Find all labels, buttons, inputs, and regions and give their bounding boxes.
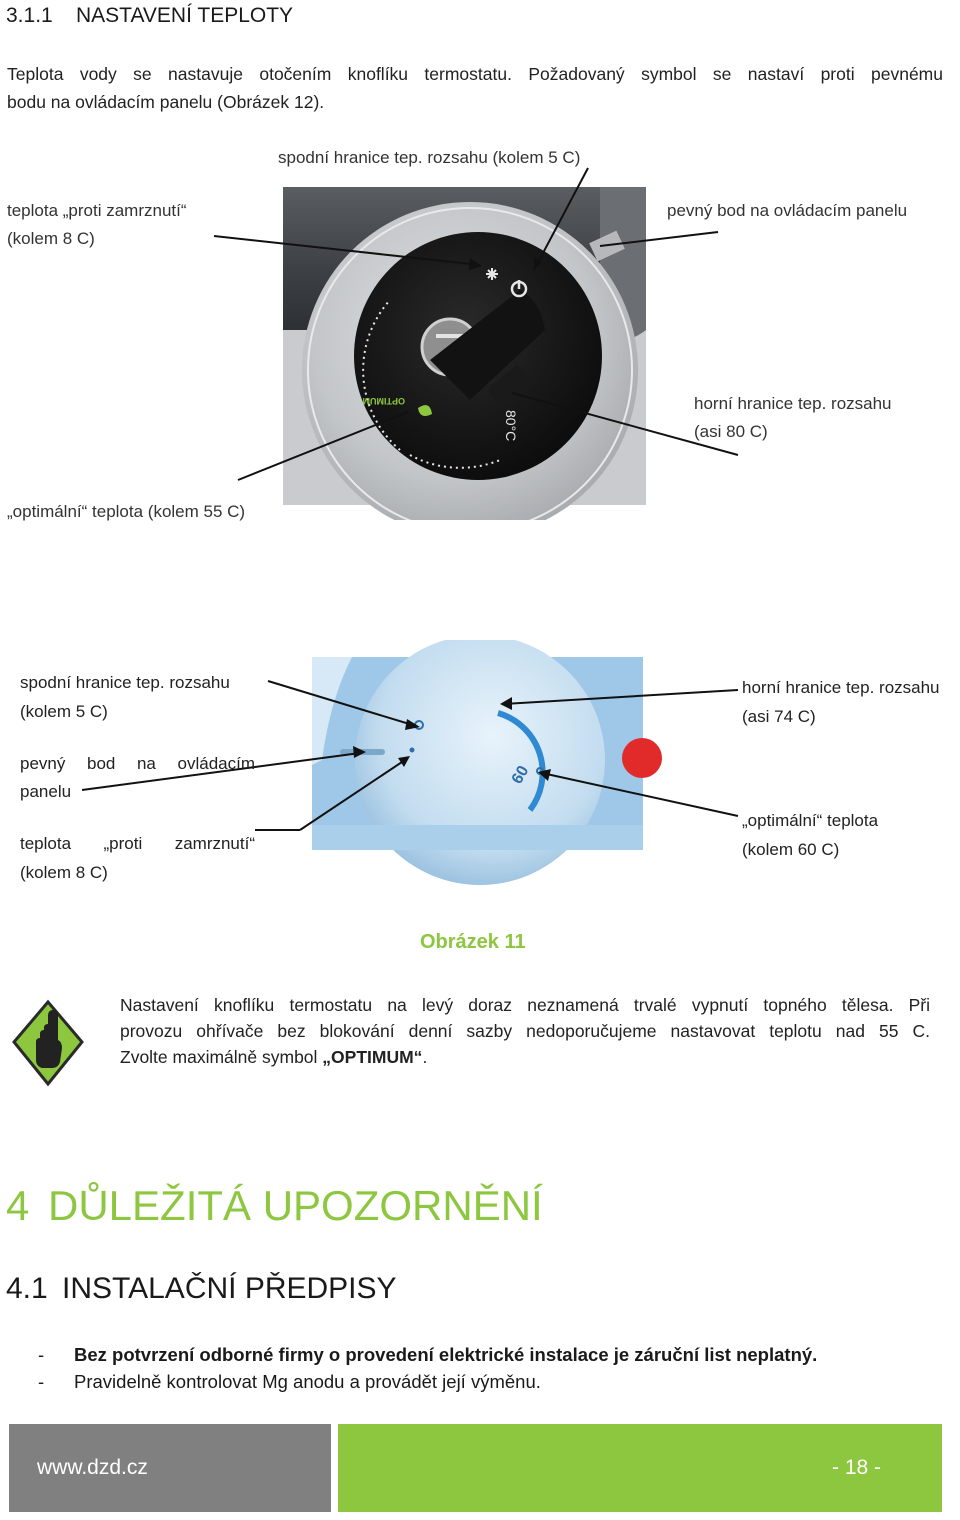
bottom-label-frost-2: (kolem 8 C): [20, 863, 108, 882]
list-item-text: Pravidelně kontrolovat Mg anodu a provádět její výměnu.: [74, 1371, 541, 1392]
bottom-label-frost-1: teplota „proti zamrznutí“: [20, 834, 255, 853]
list-dash: -: [38, 1344, 45, 1365]
intro-line-2: bodu na ovládacím panelu (Obrázek 12).: [7, 92, 325, 112]
top-label-upper-2: (asi 80 C): [694, 422, 768, 441]
bottom-label-upper-1: horní hranice tep. rozsahu: [742, 678, 940, 697]
subsection-heading: [6, 1272, 397, 1306]
figure-caption: Obrázek 11: [420, 931, 526, 953]
top-label-frost-1: teplota „proti zamrznutí“: [7, 201, 187, 220]
list-dash: -: [38, 1371, 45, 1392]
chapter-title: DŮLEŽITÁ UPOZORNĚNÍ: [48, 1182, 543, 1229]
top-figure: [0, 0, 960, 520]
footer-website-link[interactable]: www.dzd.cz: [37, 1456, 148, 1479]
chapter-heading: [6, 1182, 543, 1230]
note-optimum-bold: „OPTIMUM“: [322, 1047, 423, 1067]
bottom-label-lower-1: spodní hranice tep. rozsahu: [20, 673, 230, 692]
subsection-number: 4.1: [6, 1272, 48, 1305]
top-label-upper-1: horní hranice tep. rozsahu: [694, 394, 892, 413]
bottom-label-fixed-2: panelu: [20, 782, 72, 801]
top-label-fixed-point: pevný bod na ovládacím panelu: [667, 201, 908, 220]
top-label-lower-limit: spodní hranice tep. rozsahu (kolem 5 C): [278, 148, 581, 167]
list-item-text: Bez potvrzení odborné firmy o provedení elektrické instalace je záruční list neplatný.: [74, 1344, 818, 1365]
bottom-label-optimal-1: „optimální“ teplota: [742, 811, 879, 830]
footer-page-number: - 18 -: [832, 1456, 882, 1479]
note-line-3-suffix: .: [422, 1047, 428, 1067]
top-label-optimal: „optimální“ teplota (kolem 55 C): [7, 502, 246, 521]
bottom-label-optimal-2: (kolem 60 C): [742, 840, 840, 859]
bottom-label-fixed-1: pevný bod na ovládacím: [20, 754, 255, 773]
section-title: NASTAVENÍ TEPLOTY: [76, 4, 294, 27]
bottom-dial-scale-text: 60: [508, 763, 533, 787]
section-number: 3.1.1: [6, 4, 53, 27]
bottom-label-lower-2: (kolem 5 C): [20, 702, 108, 721]
dial-optimum-text: OPTIMUM: [362, 396, 405, 406]
list-item: [0, 1341, 817, 1368]
note-line-3: [120, 1044, 427, 1071]
note-line-2: provozu ohřívače bez blokování denní sazby nedoporučujeme nastavovat teplotu nad 55 C.: [120, 1021, 930, 1041]
intro-line-1: Teplota vody se nastavuje otočením knoflíku termostatu. Požadovaný symbol se nastaví proti pevnému: [7, 64, 943, 84]
top-label-frost-2: (kolem 8 C): [7, 229, 95, 248]
list-item: [0, 1368, 541, 1395]
dial-scale-text: 80°C: [503, 410, 519, 442]
note-line-3-prefix: Zvolte maximálně symbol: [120, 1047, 323, 1067]
warning-hand-icon: [12, 998, 84, 1088]
chapter-number: 4: [6, 1182, 30, 1229]
note-line-1: Nastavení knoflíku termostatu na levý doraz neznamená trvalé vypnutí topného tělesa. Při: [120, 995, 930, 1015]
bottom-label-upper-2: (asi 74 C): [742, 707, 816, 726]
subsection-title: INSTALAČNÍ PŘEDPISY: [62, 1272, 397, 1305]
red-indicator: [622, 738, 662, 778]
